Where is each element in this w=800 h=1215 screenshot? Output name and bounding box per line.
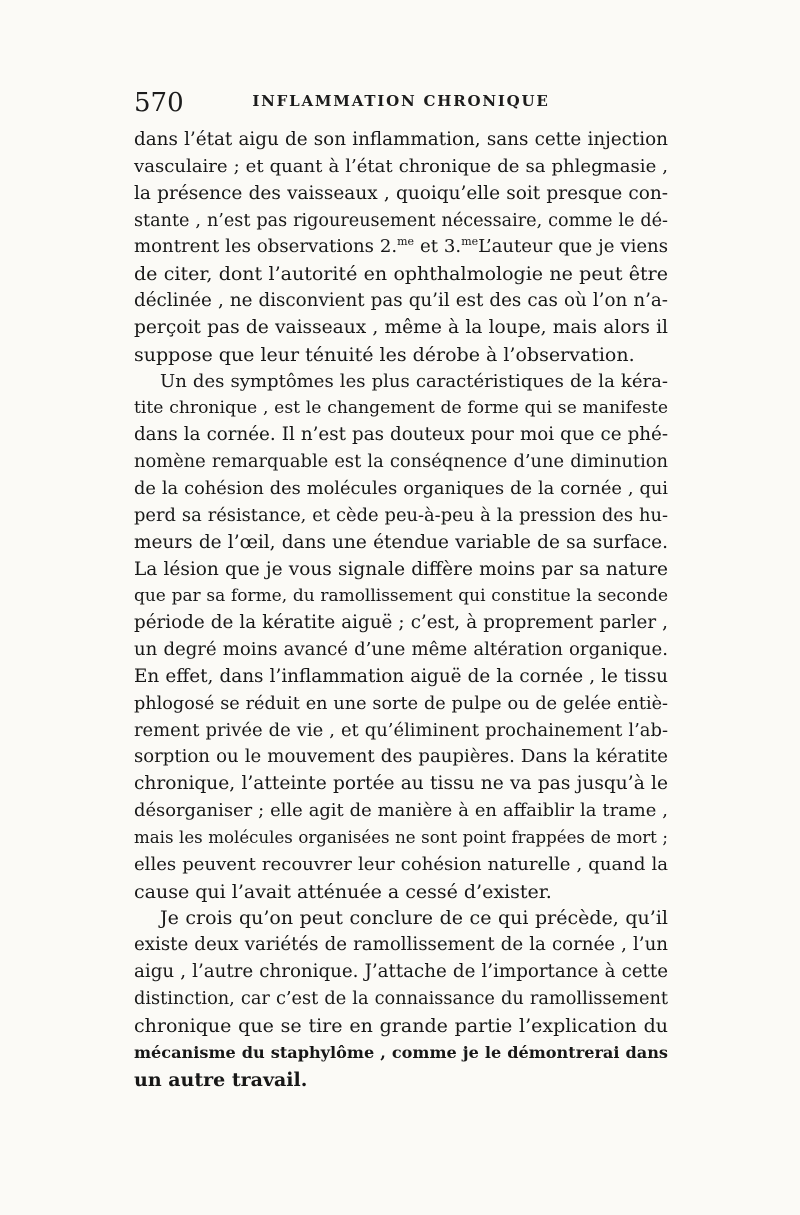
text-line: cause qui l’avait atténuée a cessé d’exister. [134,880,552,903]
text-line: mécanisme du staphylôme , comme je le démontrerai dans [134,1042,668,1062]
running-head: INFLAMMATION CHRONIQUE [252,92,550,110]
text-line: aigu , l’autre chronique. J’attache de l’importance à cette [134,961,668,983]
text-line: nomène remarquable est la conséqnence d’une diminution [134,451,668,473]
text-line: de citer, dont l’autorité en ophthalmologie ne peut être [134,263,668,286]
superscript: me [397,235,415,249]
text-segment: L’auteur que je viens [478,236,668,258]
text-line: Je crois qu’on peut conclure de ce qui précède, qu’il [160,907,668,930]
text-line: stante , n’est pas rigoureusement nécessaire, comme le dé- [134,210,668,231]
text-line: déclinée , ne disconvient pas qu’il est des cas où l’on n’a- [134,290,668,312]
text-line: chronique, l’atteinte portée au tissu ne va pas jusqu’à le [134,773,668,795]
text-line: perçoit pas de vaisseaux , même à la loupe, mais alors il [134,316,668,338]
text-line: Un des symptômes les plus caractéristiques de la kéra- [160,370,668,392]
text-line: période de la kératite aiguë ; c’est, à proprement parler , [134,612,668,634]
page-number: 570 [134,88,184,118]
superscript: me [461,235,479,249]
text-segment: et 3. [414,236,462,258]
text-line: En effet, dans l’inflammation aiguë de la cornée , le tissu [134,665,668,687]
text-line: phlogosé se réduit en une sorte de pulpe ou de gelée entiè- [134,693,668,714]
text-line: perd sa résistance, et cède peu-à-peu à la pression des hu- [134,504,668,526]
text-line: sorption ou le mouvement des paupières. Dans la kératite [134,746,668,768]
text-line: un autre travail. [134,1068,308,1091]
text-line: dans l’état aigu de son inflammation, sans cette injection [134,129,668,150]
body-text [134,127,668,1093]
text-segment: montrent les observations 2. [134,236,398,258]
text-line: la présence des vaisseaux , quoiqu’elle soit presque con- [134,182,668,204]
text-line: suppose que leur ténuité les dérobe à l’observation. [134,343,635,366]
text-line: existe deux variétés de ramollissement de la cornée , l’un [134,934,668,956]
text-line: La lésion que je vous signale diffère moins par sa nature [134,558,668,580]
text-line: un degré moins avancé d’une même altération organique. [134,639,668,661]
page-header [134,80,668,120]
text-line: vasculaire ; et quant à l’état chronique de sa phlegmasie , [134,155,668,177]
text-line: distinction, car c’est de la connaissance du ramollissement [134,989,668,1009]
text-line-with-superscripts [134,234,668,261]
text-line: tite chronique , est le changement de forme qui se manifeste [134,398,668,419]
text-line: elles peuvent recouvrer leur cohésion naturelle , quand la [134,853,668,875]
text-line: mais les molécules organisées ne sont point frappées de mort ; [134,827,668,847]
text-line: meurs de l’œil, dans une étendue variable de sa surface. [134,531,668,553]
text-line: chronique que se tire en grande partie l’explication du [134,1014,668,1037]
text-line: que par sa forme, du ramollissement qui constitue la seconde [134,586,668,607]
text-line: rement privée de vie , et qu’éliminent prochainement l’ab- [134,719,668,741]
text-line: de la cohésion des molécules organiques de la cornée , qui [134,477,668,499]
text-line: désorganiser ; elle agit de manière à en affaiblir la trame , [134,800,668,822]
text-line: dans la cornée. Il n’est pas douteux pour moi que ce phé- [134,424,668,446]
